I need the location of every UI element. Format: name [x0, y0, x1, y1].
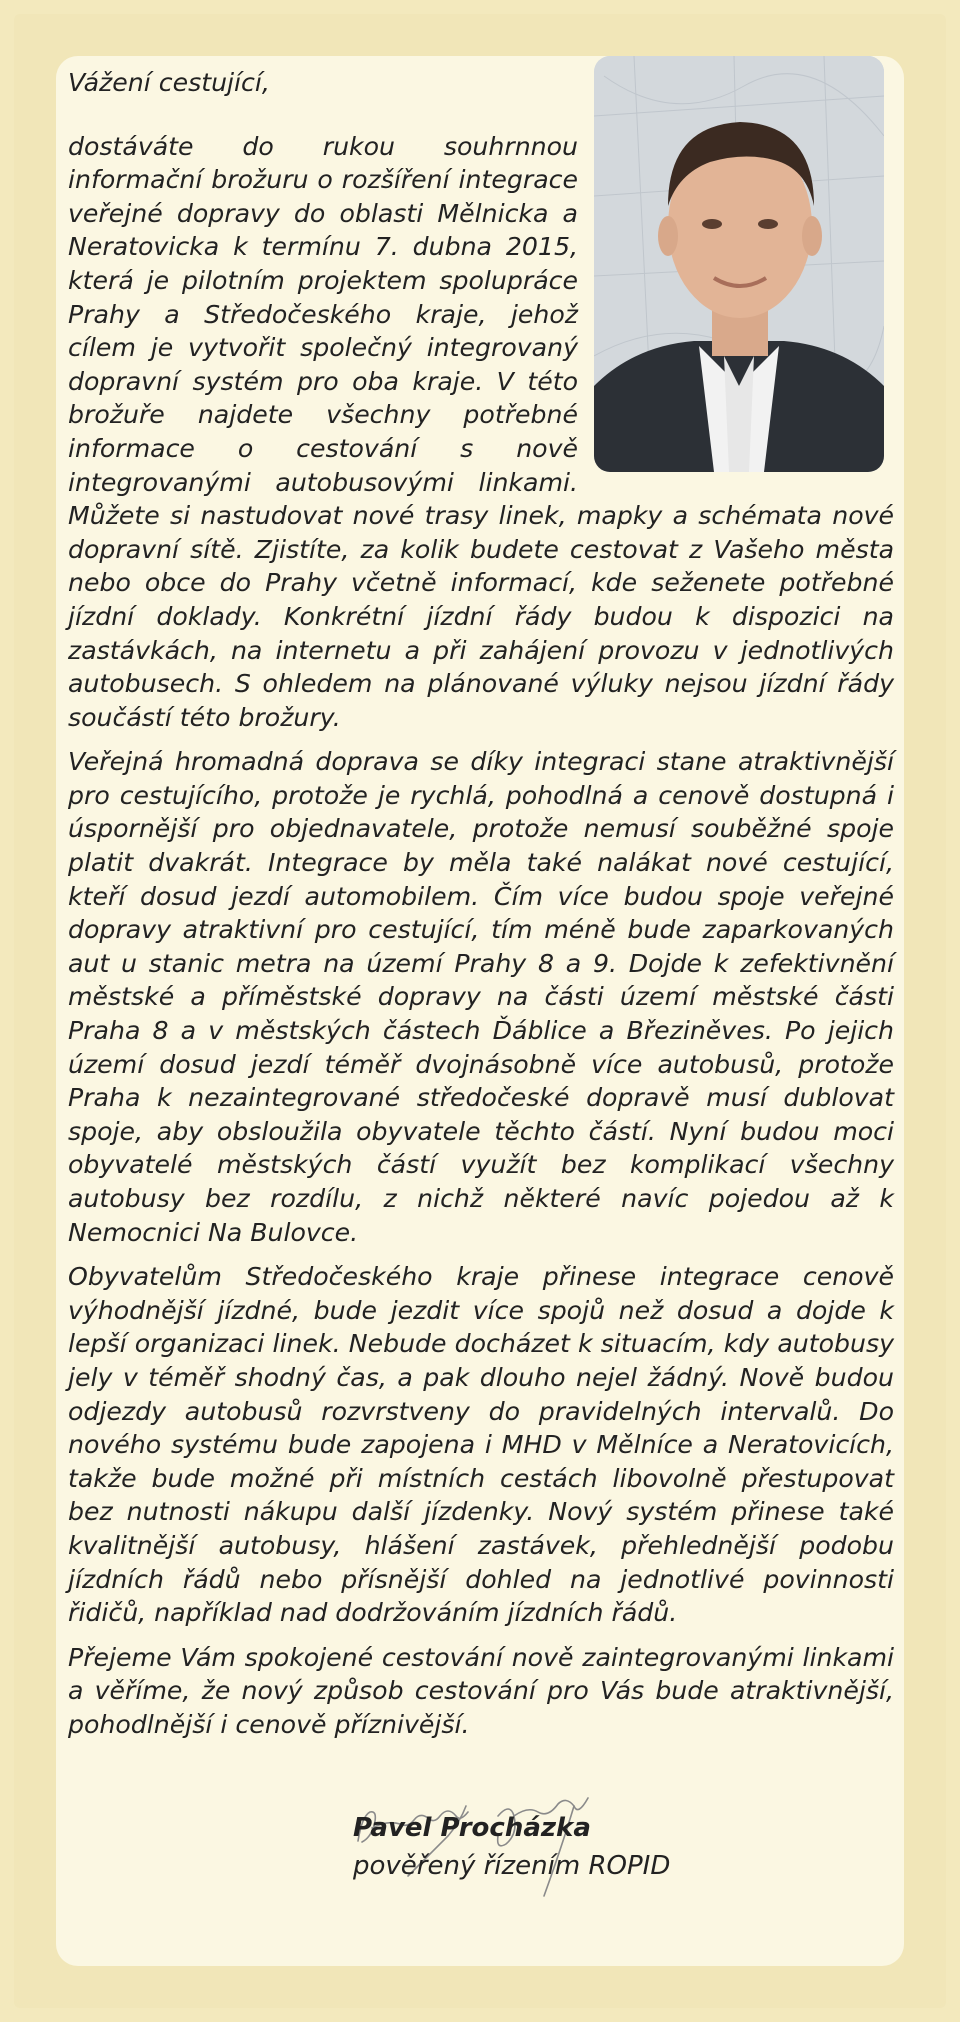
paragraph-2: Veřejná hromadná doprava se díky integraci stane atraktivnější pro cestujícího, protože je rychlá, pohodlná a cenově dostupná i úspornější pro objednavatele, protože nemusí souběžné spoje platit dvakrát. Integrace by měla také nalákat nové cestující, kteří dosud jezdí automobilem. Čím více budou spoje veřejné dopravy atraktivní pro cestující, tím méně bude zaparkovaných aut u stanic metra na území Prahy 8 a 9. Dojde k zefektivnění městské a příměstské dopravy na části území městské části Praha 8 a v městských částech Ďáblice a Březiněves. Po jejich území dosud jezdí téměř dvojnásobně více autobusů, protože Praha k nezaintegrované středočeské dopravě musí dublovat spoje, aby obsloužila obyvatele těchto částí. Nyní budou moci obyvatelé městských částí využít bez komplikací všechny autobusy bez rozdílu, z nichž některé navíc pojedou až k Nemocnici Na Bulovce.	[68, 747, 894, 1247]
letter-body	[68, 66, 894, 1753]
signature-name: Pavel Procházka	[353, 1813, 591, 1843]
paragraph-1: dostáváte do rukou souhrnnou informační brožuru o rozšíření integrace veřejné dopravy do oblasti Mělnicka a Neratovicka k termínu 7. dubna 2015, která je pilotním projektem spolupráce Prahy a Středočeského kraje, jehož cílem je vytvořit společný integrovaný dopravní systém pro oba kraje. V této brožuře najdete všechny potřebné informace o cestování s nově integrovanými autobusovými linkami. Můžete si nastudovat nové trasy linek, mapky a schémata nové dopravní sítě. Zjistíte, za kolik budete cestovat z Vašeho města nebo obce do Prahy včetně informací, kde seženete potřebné jízdní doklady. Konkrétní jízdní řády budou k dispozici na zastávkách, na internetu a při zahájení provozu v jednotlivých autobusech. S ohledem na plánované výluky nejsou jízdní řády součástí této brožury.	[68, 131, 894, 732]
signature-role: pověřený řízením ROPID	[353, 1851, 671, 1881]
paragraph-3: Obyvatelům Středočeského kraje přinese integrace cenově výhodnější jízdné, bude jezdit více spojů než dosud a dojde k lepší organizaci linek. Nebude docházet k situacím, kdy autobusy jely v téměř shodný čas, a pak dlouho nejel žádný. Nově budou odjezdy autobusů rozvrstveny do pravidelných intervalů. Do nového systému bude zapojena i MHD v Mělníce a Neratovicích, takže bude možné při místních cestách libovolně přestupovat bez nutnosti nákupu další jízdenky. Nový systém přinese také kvalitnější autobusy, hlášení zastávek, přehlednější podobu jízdních řádů nebo přísnější dohled na jednotlivé povinnosti řidičů, například nad dodržováním jízdních řádů.	[68, 1262, 894, 1628]
letter-card	[56, 56, 904, 1966]
greeting: Vážení cestující,	[68, 68, 270, 97]
paragraph-4: Přejeme Vám spokojené cestování nově zaintegrovanými linkami a věříme, že nový způsob cestování pro Vás bude atraktivnější, pohodlnější i cenově příznivější.	[68, 1642, 894, 1739]
photo-spacer	[592, 66, 894, 478]
